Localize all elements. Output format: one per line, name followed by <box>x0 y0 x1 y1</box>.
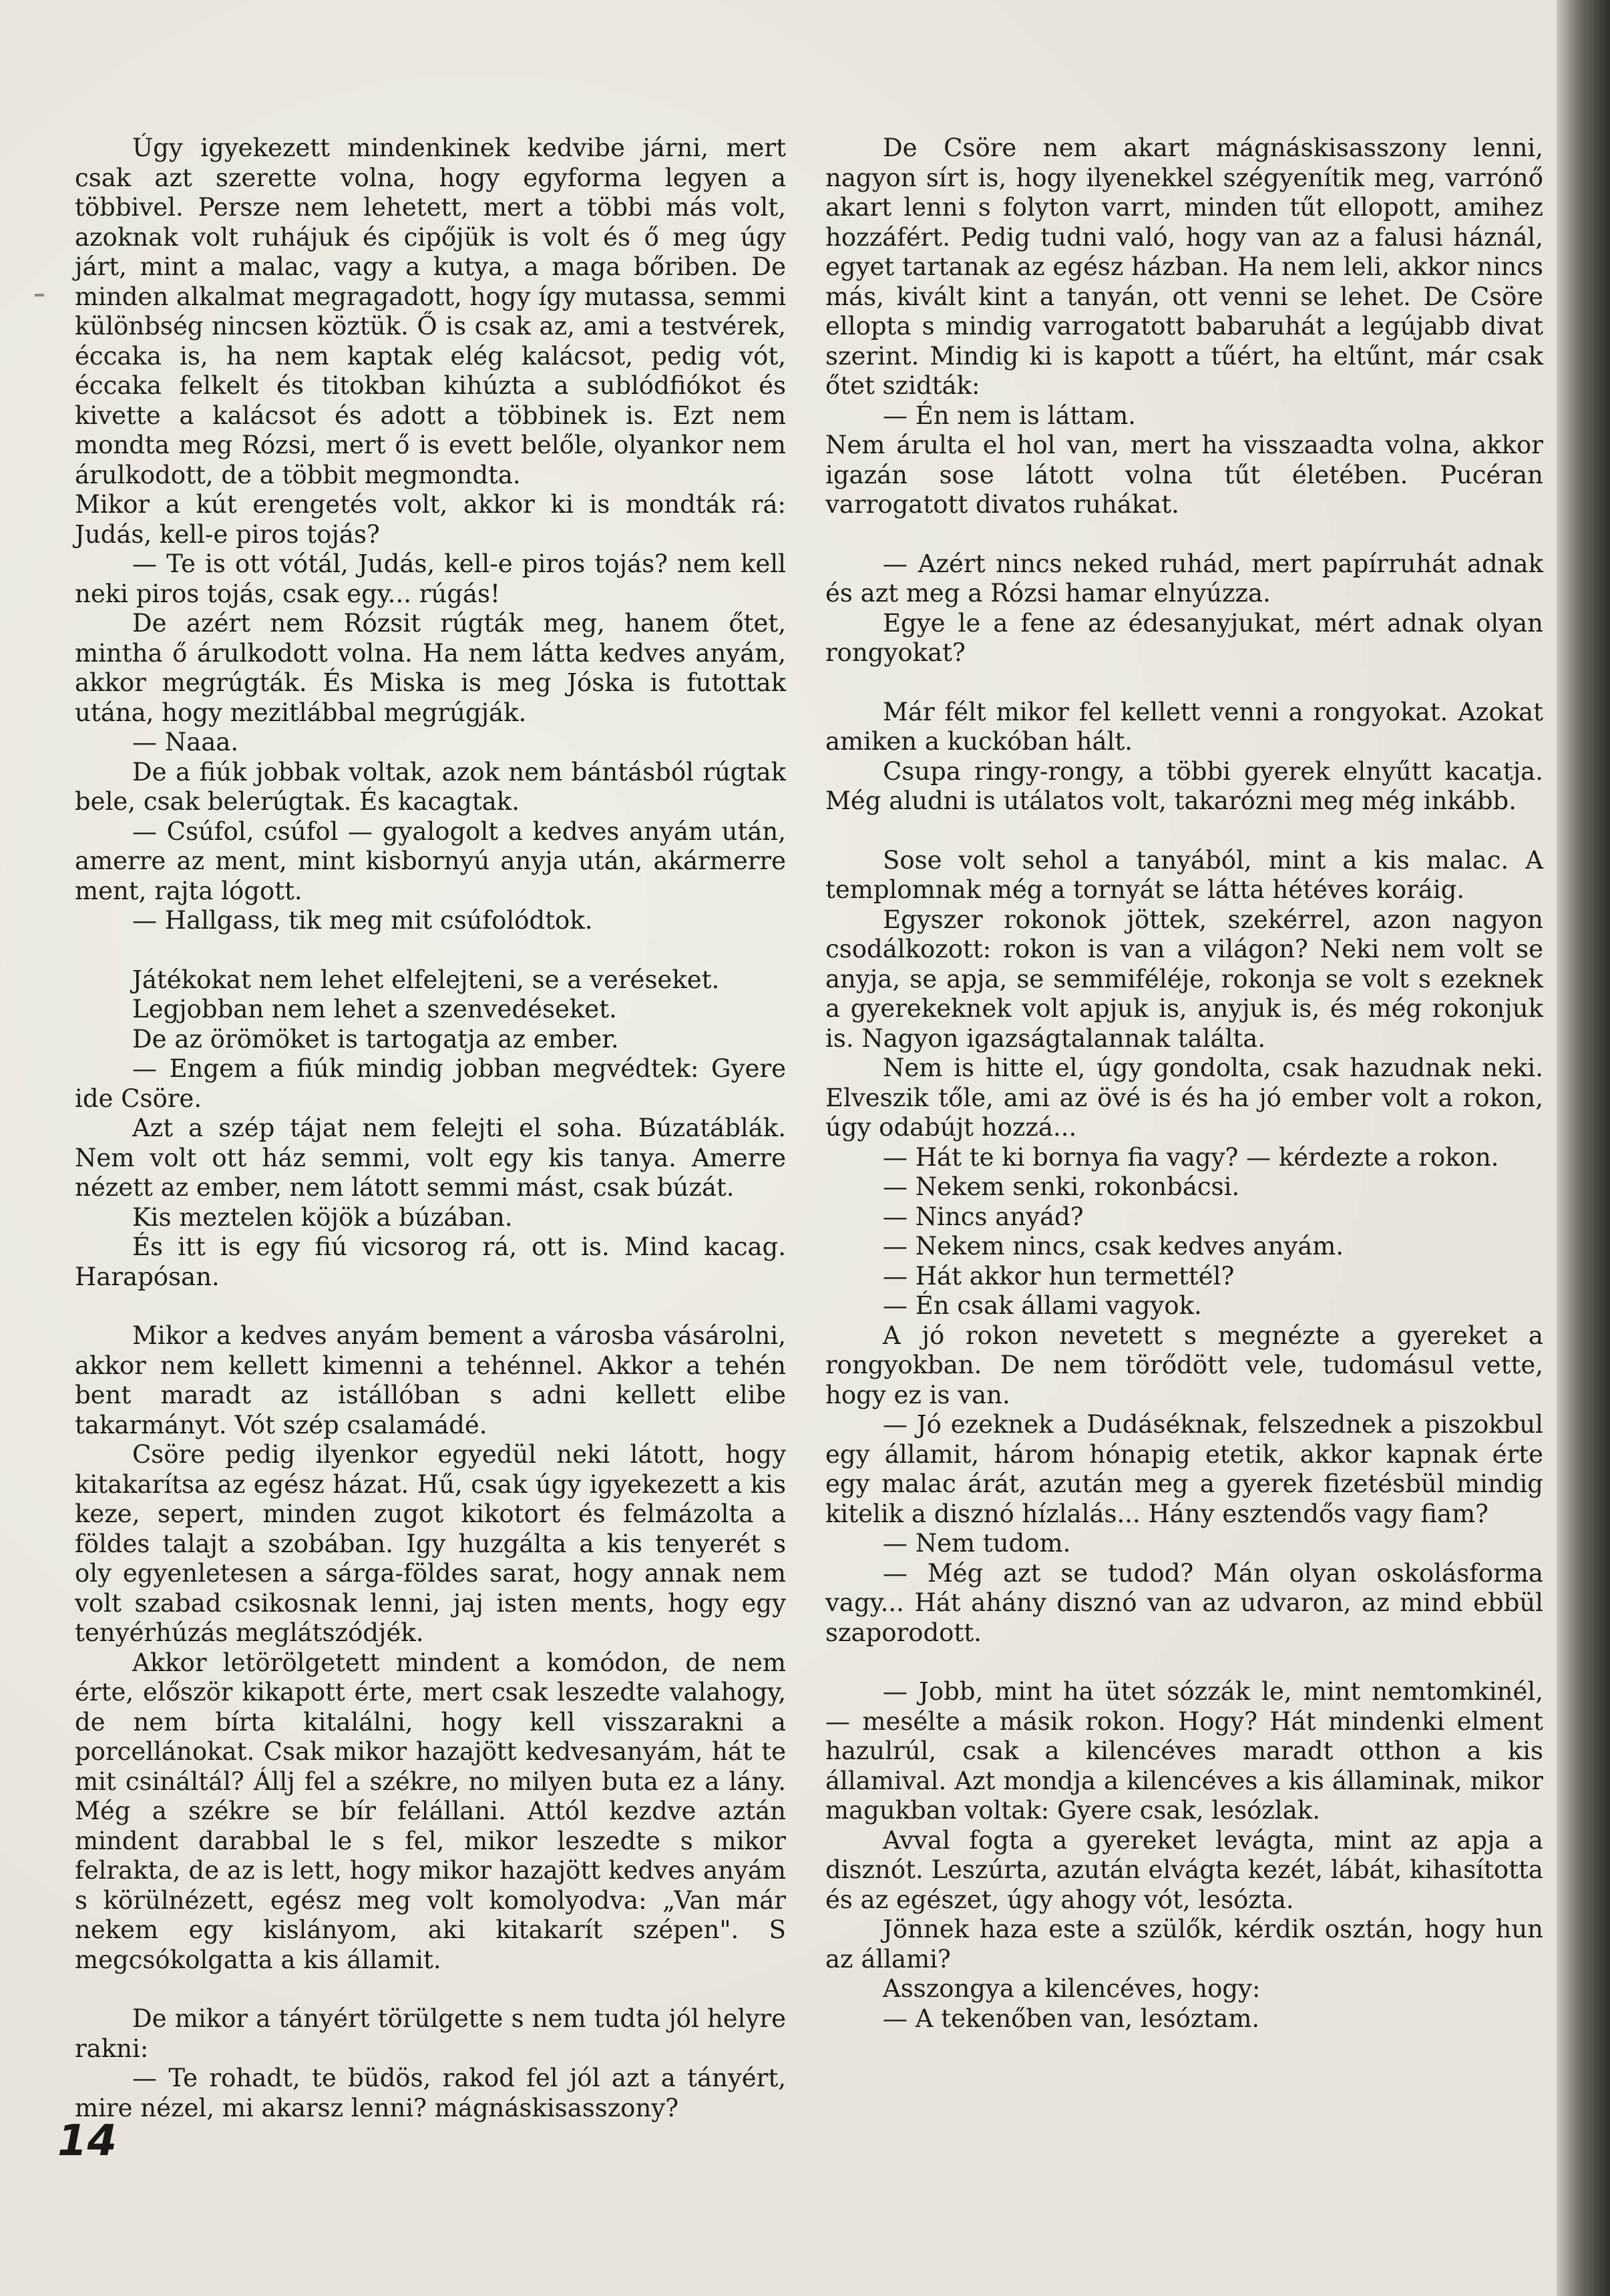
paragraph: — Még azt se tudod? Mán olyan oskolásforma vagy... Hát ahány disznó van az udvaron, az mind ebbül szaporodott. <box>825 1558 1543 1647</box>
paragraph: — Azért nincs neked ruhád, mert papírruhát adnak és azt meg a Rózsi hamar elnyúzza. <box>825 549 1543 608</box>
paragraph: — Én nem is láttam. <box>883 401 1137 430</box>
paragraph: — Te is ott vótál, Judás, kell-e piros tojás? nem kell neki piros tojás, csak egy... rúgás! <box>75 549 786 608</box>
paragraph: Csupa ringy-rongy, a többi gyerek elnyűtt kacatja. Még aludni is utálatos volt, takarózni meg még inkább. <box>825 756 1543 815</box>
paragraph-spacer <box>825 668 1543 698</box>
paragraph: — Hát akkor hun termettél? <box>883 1261 1235 1291</box>
paragraph: Nem árulta el hol van, mert ha visszaadta volna, akkor igazán sose látott volna tűt életében. Pucéran varrogatott divatos ruhákat. <box>825 431 1543 519</box>
paragraph: — A tekenőben van, lesóztam. <box>883 2004 1260 2033</box>
paragraph-spacer <box>825 817 1543 846</box>
paragraph: De az örömöket is tartogatja az ember. <box>132 1024 619 1054</box>
paragraph: És itt is egy fiú vicsorog rá, ott is. Mind kacag. Harapósan. <box>75 1232 786 1291</box>
paragraph: De azért nem Rózsit rúgták meg, hanem őtet, mintha ő árulkodott volna. Ha nem látta kedves anyám, akkor megrúgták. És Miska is meg Jóska is futottak utána, hogy mezitlábbal megrúgják. <box>75 609 786 727</box>
paragraph-spacer <box>825 520 1543 549</box>
paragraph-spacer <box>75 936 786 965</box>
paragraph: Úgy igyekezett mindenkinek kedvibe járni, mert csak azt szerette volna, hogy egyforma legyen a többivel. Persze nem lehetett, mert a többi más volt, azoknak volt ruhájuk és cipőjük is volt és ő meg úgy járt, mint a malac, vagy a kutya, a maga bőriben. De minden alkalmat megragadott, hogy így mutassa, semmi különbség nincsen köztük. Ő is csak az, ami a testvérek, éccaka is, ha nem kaptak elég kalácsot, pedig vót, éccaka felkelt és titokban kihúzta a sublódfiókot és kivette a kalácsot és adott a többinek is. Ezt nem mondta meg Rózsi, mert ő is evett belőle, olyankor nem árulkodott, de a többit megmondta. <box>75 134 786 489</box>
paragraph: Egyszer rokonok jöttek, szekérrel, azon nagyon csodálkozott: rokon is van a világon? Neki nem volt se anyja, se apja, se semmiféléje, rokonja se volt s ezeknek a gyerekeknek volt apjuk is, anyjuk is, és még rokonjuk is. Nagyon igazságtalannak találta. <box>825 905 1543 1053</box>
paragraph: De a fiúk jobbak voltak, azok nem bántásból rúgtak bele, csak belerúgtak. És kacagtak. <box>75 757 786 816</box>
paragraph: Avval fogta a gyereket levágta, mint az apja a disznót. Leszúrta, azután elvágta kezét, lábát, kihasította és az egészet, úgy ahogy vót, lesózta. <box>825 1825 1543 1914</box>
paragraph-spacer <box>75 1292 786 1321</box>
paragraph: — Nincs anyád? <box>883 1202 1084 1231</box>
paragraph: Azt a szép tájat nem felejti el soha. Búzatáblák. Nem volt ott ház semmi, volt egy kis tanya. Amerre nézett az ember, nem látott semmi mást, csak búzát. <box>75 1114 786 1202</box>
paragraph: Asszongya a kilencéves, hogy: <box>883 1974 1261 2003</box>
paragraph: — Hallgass, tik meg mit csúfolódtok. <box>132 906 593 935</box>
paragraph: Egye le a fene az édesanyjukat, mért adnak olyan rongyokat? <box>825 608 1543 667</box>
paragraph: — Nekem senki, rokonbácsi. <box>883 1172 1240 1201</box>
paragraph: Kis meztelen köjök a búzában. <box>132 1202 513 1232</box>
paragraph: Már félt mikor fel kellett venni a rongyokat. Azokat amiken a kuckóban hált. <box>825 697 1543 756</box>
paragraph: — Te rohadt, te büdös, rakod fel jól azt a tányért, mire nézel, mi akarsz lenni? mágnáskisasszony? <box>75 2064 786 2122</box>
paragraph: Sose volt sehol a tanyából, mint a kis malac. A templomnak még a tornyát se látta hétéves koráig. <box>825 845 1543 904</box>
page-binding-edge <box>1557 0 1610 2296</box>
paragraph: De mikor a tányért törülgette s nem tudta jól helyre rakni: <box>75 2004 786 2063</box>
paragraph: Csöre pedig ilyenkor egyedül neki látott, hogy kitakarítsa az egész házat. Hű, csak úgy igyekezett a kis keze, sepert, minden zugot kikotort és felmázolta a földes talajt a szobában. Igy huzgálta a kis tenyerét s oly egyenletesen a sárga-földes sarat, hogy annak nem volt szabad csikosnak lenni, jaj isten ments, hogy egy tenyérhúzás meglátszódjék. <box>75 1440 786 1647</box>
page-number: 14 <box>57 2116 118 2166</box>
paragraph: Akkor letörölgetett mindent a komódon, de nem érte, először kikapott érte, mert csak leszedte valahogy, de nem bírta kitalálni, hogy kell visszarakni a porcellánokat. Csak mikor hazajött kedvesanyám, hát te mit csináltál? Állj fel a székre, no milyen buta ez a lány. Még a székre se bír felállani. Attól kezdve aztán mindent darabbal le s fel, mikor leszedte s mikor felrakta, de az is lett, hogy mikor hazajött kedves anyám s körülnézett, egész meg volt komolyodva: „Van már nekem egy kislányom, aki kitakarít szépen". S megcsókolgatta a kis államit. <box>75 1648 786 1974</box>
paragraph: — Nekem nincs, csak kedves anyám. <box>883 1232 1344 1260</box>
paragraph: — Jobb, mint ha ütet sózzák le, mint nemtomkinél, — mesélte a másik rokon. Hogy? Hát mindenki elment hazulrúl, csak a kilencéves maradt otthon a kis államival. Azt mondja a kilencéves a kis államinak, mikor magukban voltak: Gyere csak, lesózlak. <box>825 1677 1543 1825</box>
paragraph: — Jó ezeknek a Dudáséknak, felszednek a piszokbul egy államit, három hónapig etetik, akkor kapnak érte egy malac árát, azután meg a gyerek fizetésbül mindig kitelik a disznó hízlalás... Hány esztendős vagy fiam? <box>825 1410 1543 1528</box>
right-text-column <box>825 134 1543 2034</box>
paragraph: Mikor a kedves anyám bement a városba vásárolni, akkor nem kellett kimenni a tehénnel. Akkor a tehén bent maradt az istállóban s adni kellett elibe takarmányt. Vót szép csalamádé. <box>75 1321 786 1439</box>
paragraph: Játékokat nem lehet elfelejteni, se a veréseket. <box>132 965 720 994</box>
paragraph: — Hát te ki bornya fia vagy? — kérdezte a rokon. <box>883 1142 1499 1172</box>
paragraph: — Csúfol, csúfol — gyalogolt a kedves anyám után, amerre az ment, mint kisbornyú anyja után, akármerre ment, rajta lógott. <box>75 817 786 905</box>
paragraph: A jó rokon nevetett s megnézte a gyereket a rongyokban. De nem törődött vele, tudomásul vette, hogy ez is van. <box>825 1321 1543 1409</box>
paragraph: — Engem a fiúk mindig jobban megvédtek: Gyere ide Csöre. <box>75 1054 786 1113</box>
paragraph: Mikor a kút erengetés volt, akkor ki is mondták rá: Judás, kell-e piros tojás? <box>75 490 786 549</box>
paragraph: Legjobban nem lehet a szenvedéseket. <box>132 995 617 1023</box>
margin-mark <box>35 294 44 296</box>
paragraph: — Nem tudom. <box>883 1529 1071 1558</box>
paragraph-spacer <box>825 1648 1543 1677</box>
paragraph: — Én csak állami vagyok. <box>883 1291 1202 1320</box>
left-text-column <box>75 134 786 2123</box>
paragraph: Nem is hitte el, úgy gondolta, csak hazudnak neki. Elveszik tőle, ami az övé is és ha jó ember volt a rokon, úgy odabújt hozzá... <box>825 1054 1543 1142</box>
paragraph-spacer <box>75 1975 786 2004</box>
paragraph: — Naaa. <box>132 728 239 756</box>
paragraph: Jönnek haza este a szülők, kérdik osztán, hogy hun az állami? <box>825 1915 1543 1974</box>
paragraph: De Csöre nem akart mágnáskisasszony lenni, nagyon sírt is, hogy ilyenekkel szégyenítik meg, varrónő akart lenni s folyton varrt, minden tűt ellopott, amihez hozzáfért. Pedig tudni való, hogy van az a falusi háznál, egyet tartanak az egész házban. Ha nem leli, akkor nincs más, kivált kint a tanyán, ott venni se lehet. De Csöre ellopta s mindig varrogatott babaruhát a legújabb divat szerint. Mindig ki is kapott a tűért, ha eltűnt, már csak őtet szidták: <box>825 134 1543 400</box>
